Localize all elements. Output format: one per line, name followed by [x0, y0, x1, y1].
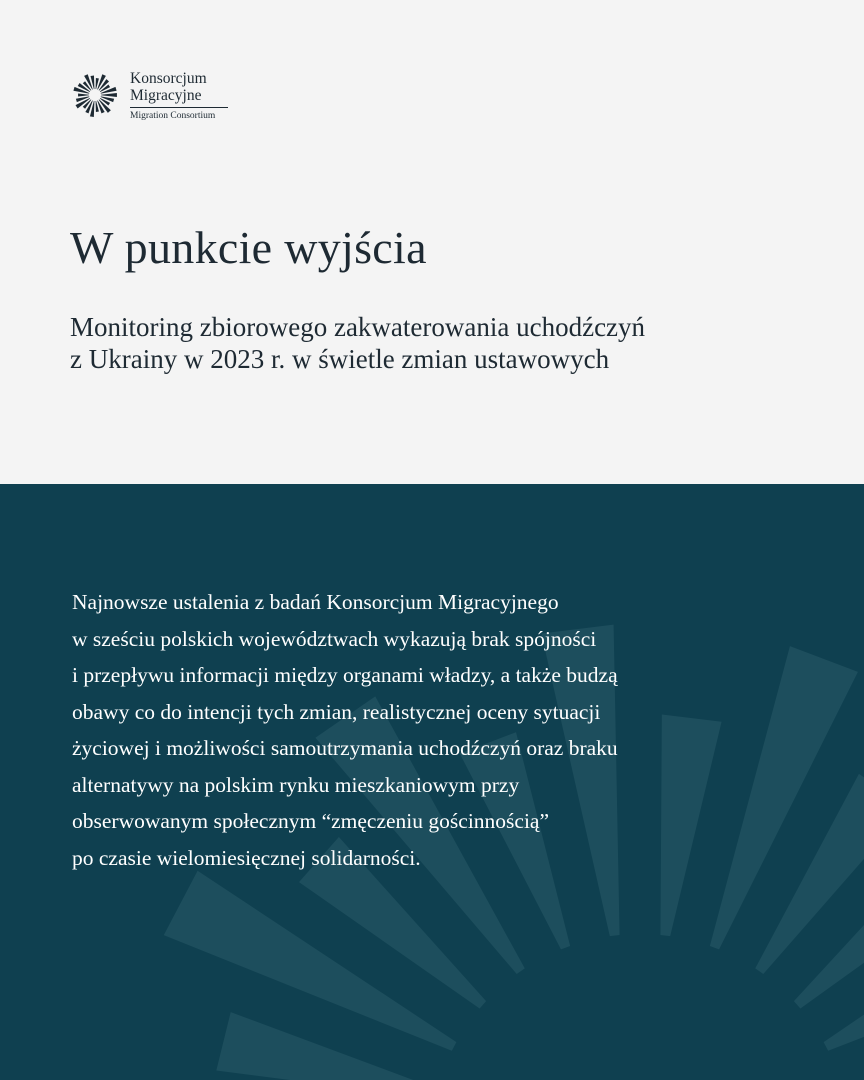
logo-ray	[101, 93, 117, 97]
logo-ray	[78, 93, 89, 96]
page-title: W punkcie wyjścia	[70, 222, 427, 273]
subtitle-line-1: Monitoring zbiorowego zakwaterowania uchodźczyń	[70, 312, 646, 342]
logo-line-1: Konsorcjum	[130, 70, 207, 87]
logo-subtitle: Migration Consortium	[130, 111, 216, 121]
body-paragraph: Najnowsze ustalenia z badań Konsorcjum Migracyjnego w sześciu polskich województwach wykazują brak spójności i przepływu informacji między organami władzy, a także budzą obawy co do intencji tych zmian, realistycznej oceny sytuacji życiowej i możliwości samoutrzymania uchodźczyń oraz braku alternatywy na polskim rynku mieszkaniowym przy obserwowanym społecznym “zmęczeniu gościnnością” po czasie wielomiesięcznej solidarności.	[72, 590, 618, 870]
subtitle-line-2: z Ukrainy w 2023 r. w świetle zmian ustawowych	[70, 344, 610, 374]
logo-text	[130, 70, 240, 122]
page-subtitle	[70, 311, 830, 375]
sunburst-logo-icon	[70, 70, 120, 120]
logo-line-2: Migracyjne	[130, 87, 202, 104]
header-section	[0, 0, 864, 484]
logo-divider	[130, 107, 228, 108]
body-section	[0, 484, 864, 1080]
logo	[70, 70, 240, 126]
